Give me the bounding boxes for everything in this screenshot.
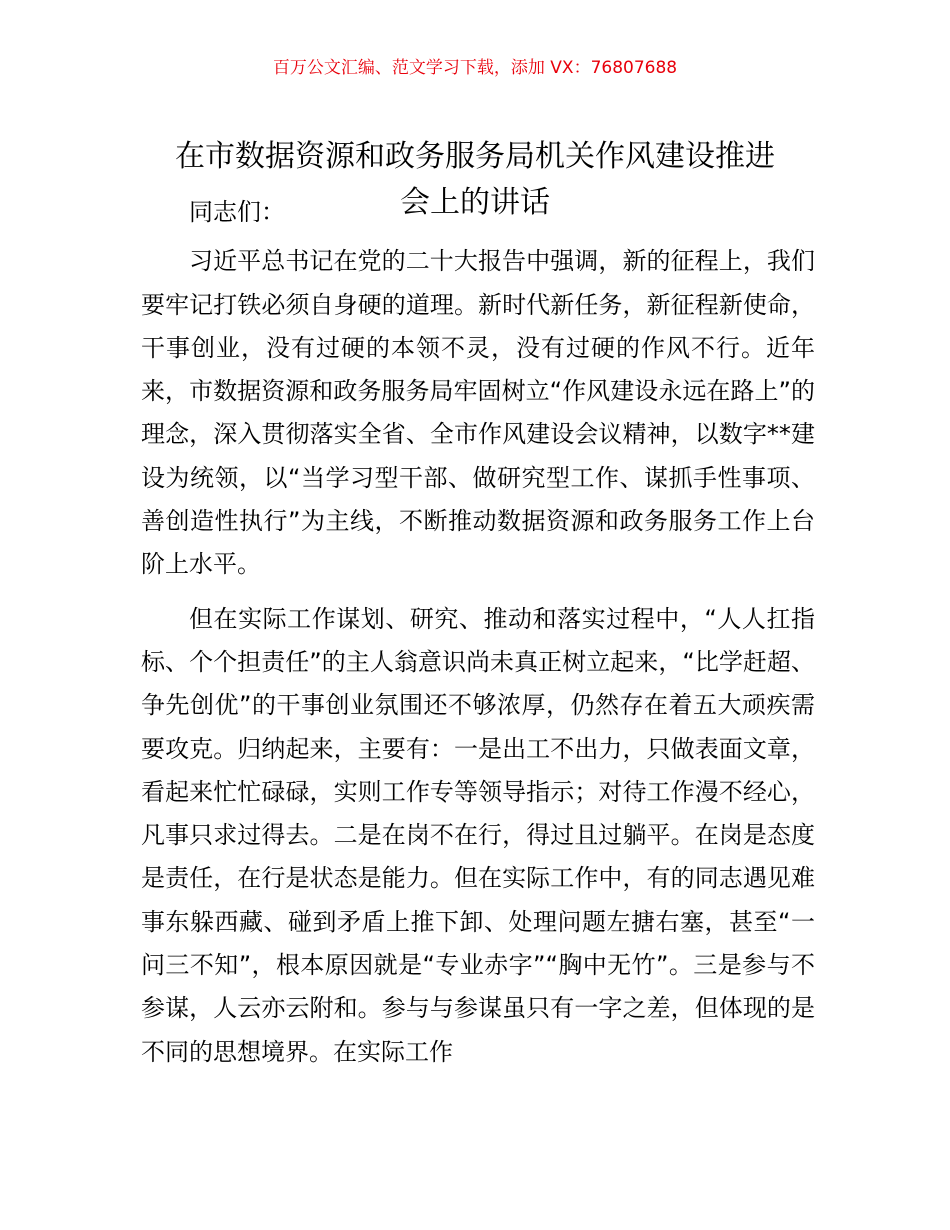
document-body xyxy=(141,191,815,1085)
salutation: 同志们： xyxy=(189,198,285,226)
paragraph-2: 但在实际工作谋划、研究、推动和落实过程中，“人人扛指标、个个担责任”的主人翁意识尚未真正树立起来，“比学赶超、争先创优”的干事创业氛围还不够浓厚，仍然存在着五大顽疾需要攻克。归纳起来，主要有：一是出工不出力，只做表面文章，看起来忙忙碌碌，实则工作专等领导指示；对待工作漫不经心，凡事只求过得去。二是在岗不在行，得过且过躺平。在岗是态度是责任，在行是状态是能力。但在实际工作中，有的同志遇见难事东躲西藏、碰到矛盾上推下卸、处理问题左搪右塞，甚至“一问三不知”，根本原因就是“专业赤字”“胸中无竹”。三是参与不参谋，人云亦云附和。参与与参谋虽只有一字之差，但体现的是不同的思想境界。在实际工作 xyxy=(141,604,815,1066)
document-title-line-2: 会上的讲话 xyxy=(400,185,550,221)
paragraph-1: 习近平总书记在党的二十大报告中强调，新的征程上，我们要牢记打铁必须自身硬的道理。新时代新任务，新征程新使命，干事创业，没有过硬的本领不灵，没有过硬的作风不行。近年来，市数据资源和政务服务局牢固树立“作风建设永远在路上”的理念，深入贯彻落实全省、全市作风建设会议精神，以数字**建设为统领，以“当学习型干部、做研究型工作、谋抓手性事项、善创造性执行”为主线，不断推动数据资源和政务服务工作上台阶上水平。 xyxy=(141,247,815,579)
document-title-line-1: 在市数据资源和政务服务局机关作风建设推进 xyxy=(175,139,775,175)
watermark-header: 百万公文汇编、范文学习下载，添加 VX：76807688 xyxy=(272,58,678,78)
